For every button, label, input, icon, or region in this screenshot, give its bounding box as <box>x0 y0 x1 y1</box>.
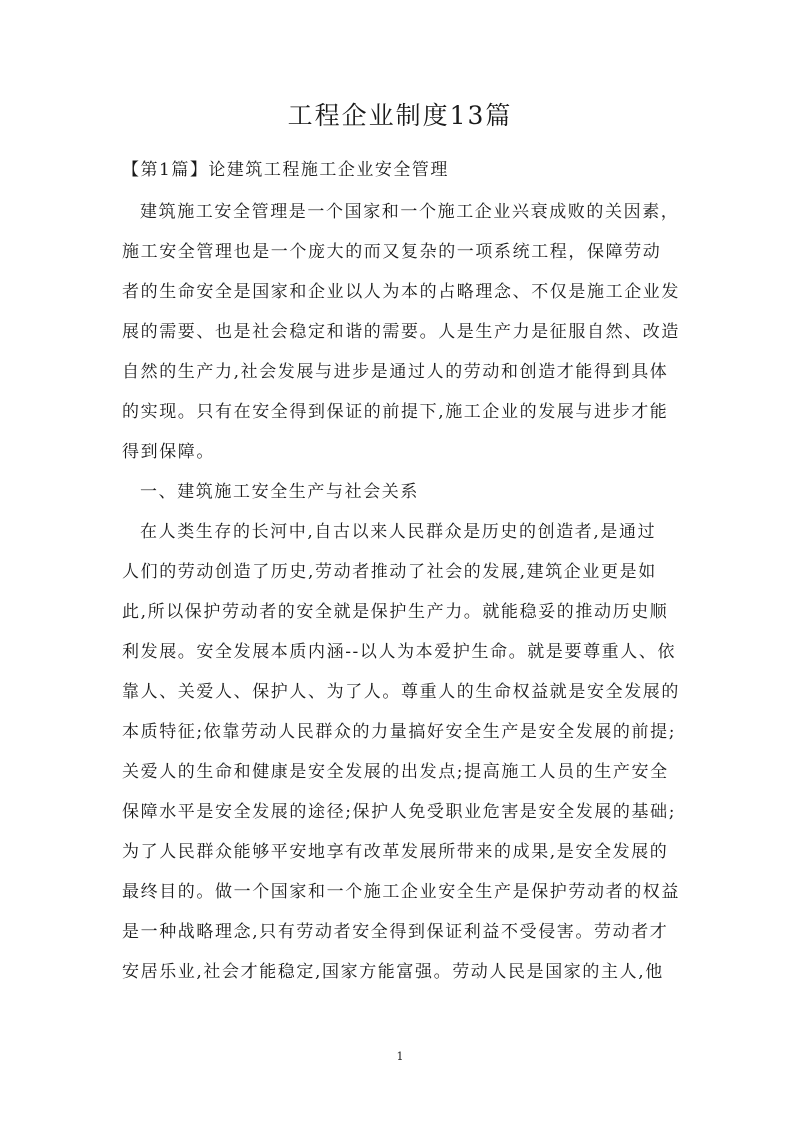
body-text-line: 在人类生存的长河中,自古以来人民群众是历史的创造者,是通过 <box>140 522 657 542</box>
body-text-line: 为了人民群众能够平安地享有改革发展所带来的成果,是安全发展的 <box>122 842 669 862</box>
body-text-line: 得到保障。 <box>122 442 215 462</box>
body-text-line: 靠人、关爱人、保护人、为了人。尊重人的生命权益就是安全发展的 <box>122 682 680 702</box>
body-text-line: 关爱人的生命和健康是安全发展的出发点;提高施工人员的生产安全 <box>122 762 669 782</box>
body-text-line: 此,所以保护劳动者的安全就是保护生产力。就能稳妥的推动历史顺 <box>122 602 669 622</box>
body-text-line: 最终目的。做一个国家和一个施工企业安全生产是保护劳动者的权益 <box>122 882 680 902</box>
body-text-line: 者的生命安全是国家和企业以人为本的占略理念、不仅是施工企业发 <box>122 282 680 302</box>
body-text-line: 本质特征;依靠劳动人民群众的力量搞好安全生产是安全发展的前提; <box>122 722 677 742</box>
body-text-line: 利发展。安全发展本质内涵--以人为本爱护生命。就是要尊重人、依 <box>122 642 677 662</box>
body-text-line: 建筑施工安全管理是一个国家和一个施工企业兴衰成败的关因素， <box>140 202 680 222</box>
body-text-line: 是一种战略理念,只有劳动者安全得到保证利益不受侵害。劳动者才 <box>122 922 669 942</box>
page-title: 工程企业制度13篇 <box>287 101 513 130</box>
body-text-line: 展的需要、也是社会稳定和谐的需要。人是生产力是征服自然、改造 <box>122 322 680 342</box>
body-text-line: 施工安全管理也是一个庞大的而又复杂的一项系统工程，保障劳动 <box>122 242 662 262</box>
page-number: 1 <box>396 1050 404 1063</box>
body-text-line: 自然的生产力,社会发展与进步是通过人的劳动和创造才能得到具体 <box>122 362 669 382</box>
body-text-line: 安居乐业,社会才能稳定,国家方能富强。劳动人民是国家的主人,他 <box>122 962 664 982</box>
body-text-line: 人们的劳动创造了历史,劳动者推动了社会的发展,建筑企业更是如 <box>122 562 657 582</box>
subsection-heading: 一、建筑施工安全生产与社会关系 <box>140 482 419 502</box>
body-text-line: 保障水平是安全发展的途径;保护人免受职业危害是安全发展的基础; <box>122 802 677 822</box>
section-heading: 【第1篇】论建筑工程施工企业安全管理 <box>122 160 449 180</box>
body-text-line: 的实现。只有在安全得到保证的前提下,施工企业的发展与进步才能 <box>122 402 669 422</box>
